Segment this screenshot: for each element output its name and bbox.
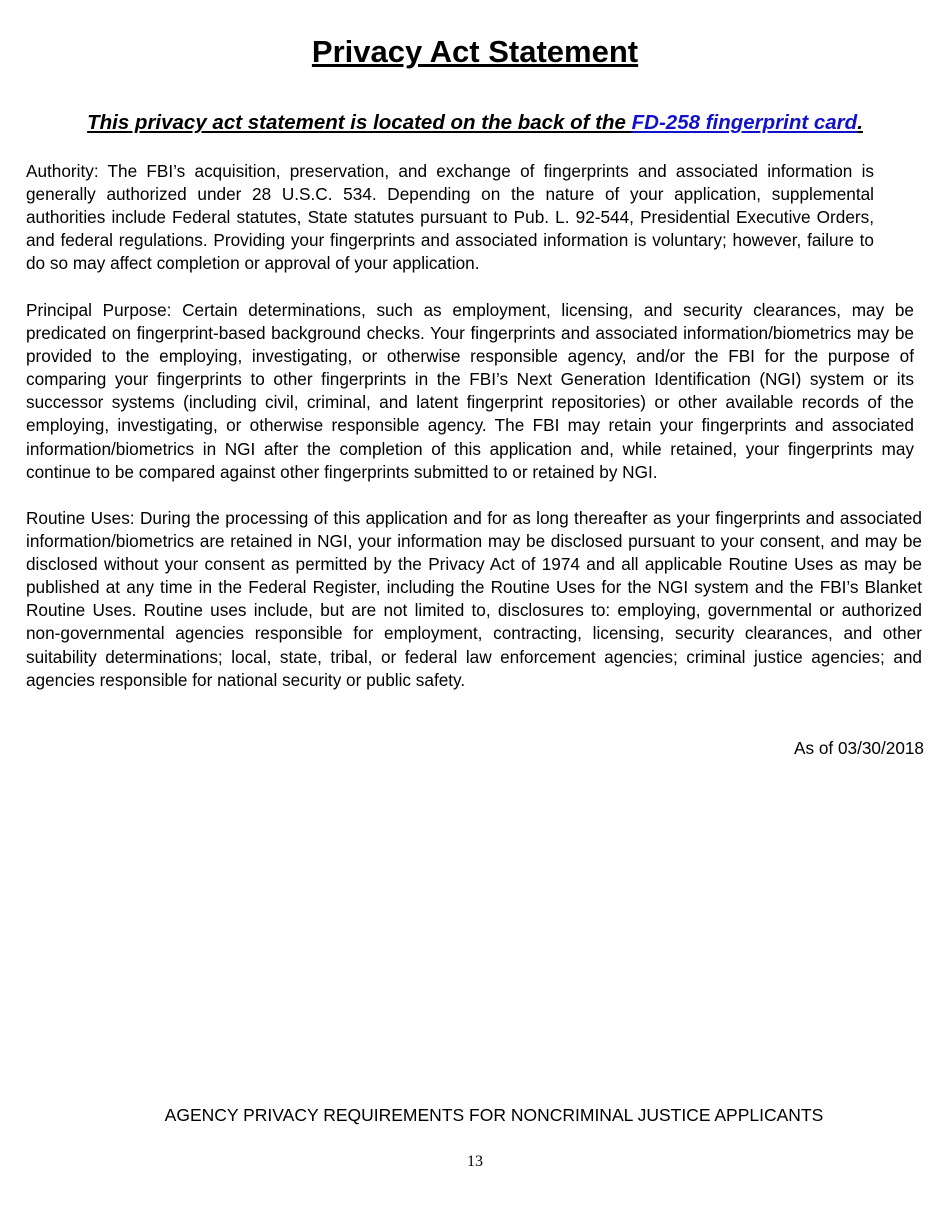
- authority-paragraph: Authority: The FBI’s acquisition, preservation, and exchange of fingerprints and associated information is generally authorized under 28 U.S.C. 534. Depending on the nature of your application, supplemental authorities include Federal statutes, State statutes pursuant to Pub. L. 92-544, Presidential Executive Orders, and federal regulations. Providing your fingerprints and associated information is voluntary; however, failure to do so may affect completion or approval of your application.: [26, 161, 874, 274]
- subtitle-suffix: .: [857, 111, 863, 134]
- fd-258-fingerprint-card-link[interactable]: FD-258 fingerprint card: [631, 111, 858, 134]
- page-number: 13: [467, 1153, 483, 1170]
- principal-purpose-paragraph: Principal Purpose: Certain determinations, such as employment, licensing, and security clearances, may be predicated on fingerprint-based background checks. Your fingerprints and associated information/biometrics may be provided to the employing, investigating, or otherwise responsible agency, and/or the FBI for the purpose of comparing your fingerprints to other fingerprints in the FBI’s Next Generation Identification (NGI) system or its successor systems (including civil, criminal, and latent fingerprint repositories) or other available records of the employing, investigating, or otherwise responsible agency. The FBI may retain your fingerprints and associated information/biometrics in NGI after the completion of this application and, while retained, your fingerprints may continue to be compared against other fingerprints submitted to or retained by NGI.: [26, 300, 914, 482]
- as-of-date: As of 03/30/2018: [794, 738, 924, 758]
- footer-heading: AGENCY PRIVACY REQUIREMENTS FOR NONCRIMINAL JUSTICE APPLICANTS: [164, 1105, 824, 1125]
- page-title: Privacy Act Statement: [311, 34, 639, 69]
- routine-uses-paragraph: Routine Uses: During the processing of this application and for as long thereafter as your fingerprints and associated information/biometrics are retained in NGI, your information may be disclosed pursuant to your consent, and may be disclosed without your consent as permitted by the Privacy Act of 1974 and all applicable Routine Uses as may be published at any time in the Federal Register, including the Routine Uses for the NGI system and the FBI’s Blanket Routine Uses. Routine uses include, but are not limited to, disclosures to: employing, governmental or authorized non-governmental agencies responsible for employment, contracting, licensing, security clearances, and other suitability determinations; local, state, tribal, or federal law enforcement agencies; criminal justice agencies; and agencies responsible for national security or public safety.: [26, 508, 922, 690]
- subtitle-prefix: This privacy act statement is located on the back of the: [87, 111, 632, 134]
- subtitle: [0, 106, 950, 140]
